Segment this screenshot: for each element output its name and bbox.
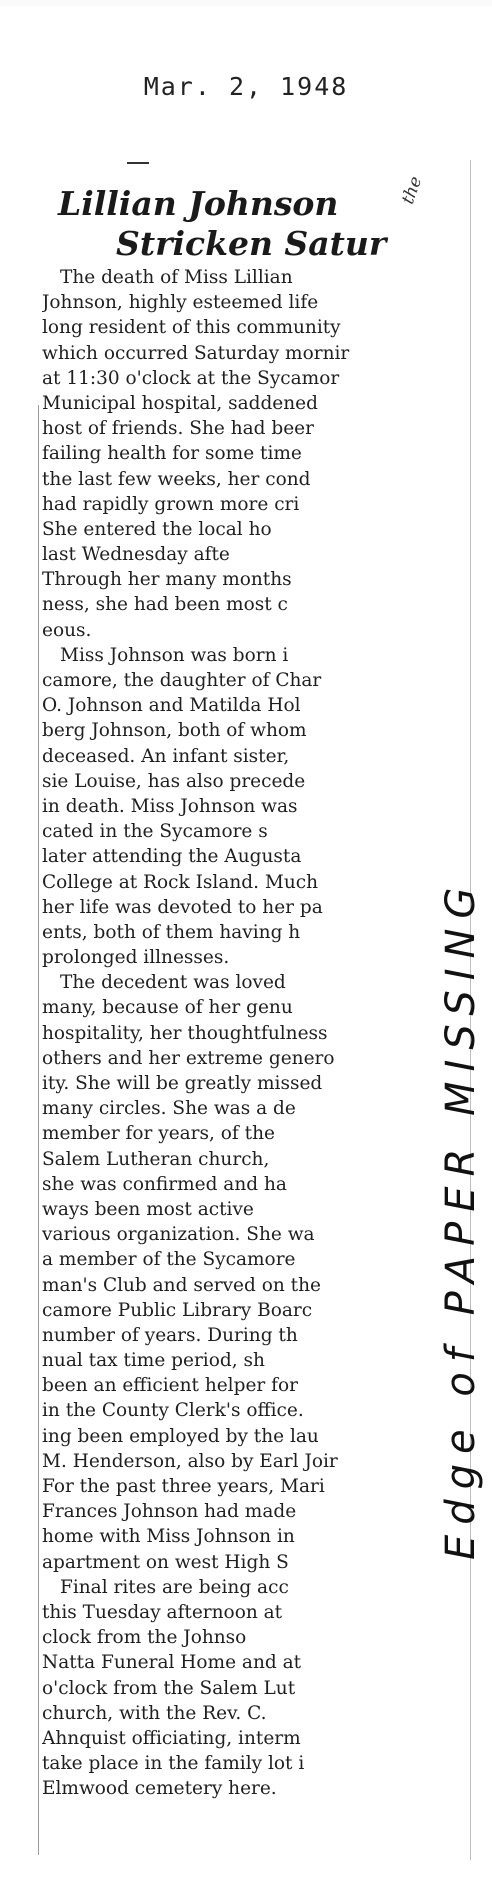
article-line: others and her extreme genero — [42, 1047, 335, 1069]
article-line: ways been most active — [42, 1198, 254, 1220]
article-line: The death of Miss Lillian — [60, 267, 293, 288]
headline-line-2: Stricken Satur — [116, 224, 387, 263]
article-line: host of friends. She had beer — [42, 418, 314, 440]
article-line: at 11:30 o'clock at the Sycamor — [42, 367, 340, 389]
article-line: a member of the Sycamore — [42, 1249, 296, 1271]
article-line: clock from the Johnso — [42, 1627, 247, 1649]
article-line: number of years. During th — [42, 1324, 298, 1346]
article-line: M. Henderson, also by Earl Joir — [42, 1450, 338, 1472]
margin-note: the — [398, 173, 427, 207]
article-line: Frances Johnson had made — [42, 1501, 297, 1523]
article-line: had rapidly grown more cri — [42, 493, 300, 515]
article-line: which occurred Saturday mornir — [42, 342, 350, 364]
article-line: ness, she had been most c — [42, 594, 288, 616]
article-line: Municipal hospital, saddened — [42, 392, 318, 414]
article-line: Elmwood cemetery here. — [42, 1778, 277, 1800]
article-line: cated in the Sycamore s — [42, 821, 268, 843]
article-line: ents, both of them having h — [42, 921, 301, 943]
article-line: Salem Lutheran church, — [42, 1148, 270, 1170]
article-line: Miss Johnson was born i — [60, 644, 289, 666]
article-line: last Wednesday afte — [42, 544, 230, 566]
article-line: berg Johnson, both of whom — [42, 720, 307, 742]
article-line: her life was devoted to her pa — [42, 896, 323, 918]
article-line: the last few weeks, her cond — [42, 468, 311, 490]
article-line: ing been employed by the lau — [42, 1425, 319, 1447]
article-line: many circles. She was a de — [42, 1098, 296, 1120]
article-line: in the County Clerk's office. — [42, 1400, 304, 1422]
article-line: camore, the daughter of Char — [42, 670, 322, 691]
article-line: been an efficient helper for — [42, 1375, 298, 1397]
article-line: many, because of her genu — [42, 997, 293, 1019]
headline-line-1: Lillian Johnson — [58, 184, 339, 223]
article-line: man's Club and served on the — [42, 1274, 321, 1296]
article-line: in death. Miss Johnson was — [42, 795, 298, 817]
clipping-date: Mar. 2, 1948 — [143, 72, 349, 101]
article-line: home with Miss Johnson in — [42, 1526, 295, 1548]
article-line: Final rites are being acc — [60, 1576, 289, 1598]
article-line: hospitality, her thoughtfulness — [42, 1022, 328, 1044]
article-line: nual tax time period, sh — [42, 1350, 265, 1372]
headline — [58, 184, 398, 264]
article-line: Through her many months — [42, 569, 292, 591]
article-line: eous. — [42, 619, 92, 641]
article-line: church, with the Rev. C. — [42, 1702, 267, 1724]
article-line: camore Public Library Boarc — [42, 1299, 313, 1321]
article-body — [42, 265, 387, 1801]
separator-dash — [127, 162, 149, 164]
article-line: For the past three years, Mari — [42, 1476, 325, 1497]
article-line: long resident of this community — [42, 317, 341, 339]
article-line: failing health for some time — [42, 443, 302, 465]
scan-edge — [0, 0, 492, 6]
column-rule-left — [38, 405, 39, 1855]
article-line: take place in the family lot i — [42, 1753, 305, 1775]
article-line: apartment on west High S — [42, 1551, 289, 1573]
article-line: O. Johnson and Matilda Hol — [42, 695, 301, 717]
article-line: Natta Funeral Home and at — [42, 1652, 302, 1674]
handwritten-note: Edge of PAPER MISSING — [438, 877, 484, 1560]
article-line: sie Louise, has also precede — [42, 770, 306, 792]
article-line: She entered the local ho — [42, 518, 272, 540]
article-line: ity. She will be greatly missed — [42, 1073, 323, 1094]
article-line: College at Rock Island. Much — [42, 871, 319, 893]
article-line: member for years, of the — [42, 1123, 275, 1145]
article-line: The decedent was loved — [60, 972, 286, 994]
article-line: she was confirmed and ha — [42, 1173, 287, 1195]
article-line: Ahnquist officiating, interm — [42, 1727, 301, 1749]
article-line: deceased. An infant sister, — [42, 745, 290, 767]
article-line: Johnson, highly esteemed life — [42, 292, 319, 314]
article-line: o'clock from the Salem Lut — [42, 1677, 296, 1699]
article-line: this Tuesday afternoon at — [42, 1601, 283, 1623]
article-line: various organization. She wa — [42, 1224, 315, 1246]
article-line: prolonged illnesses. — [42, 947, 230, 969]
article-line: later attending the Augusta — [42, 846, 302, 868]
